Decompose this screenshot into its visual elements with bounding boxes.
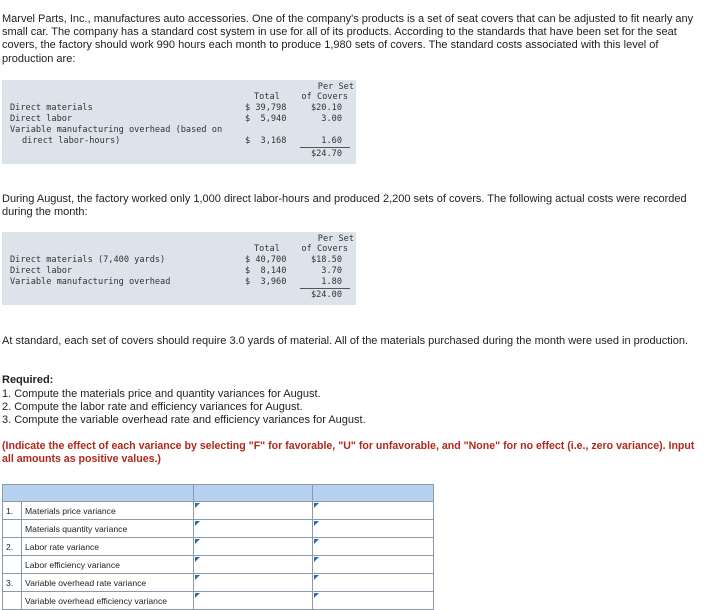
row-number: [3, 556, 22, 574]
row-label: Labor efficiency variance: [22, 556, 194, 574]
effect-select-cell[interactable]: [313, 538, 434, 556]
dropdown-marker-icon: [314, 521, 319, 526]
effect-select-cell[interactable]: [313, 574, 434, 592]
effect-select-cell[interactable]: [313, 502, 434, 520]
col-header-total: Total: [254, 92, 280, 102]
row-label: Variable manufacturing overhead: [10, 277, 171, 287]
table-row: [3, 502, 434, 520]
row-label: Direct materials: [10, 103, 93, 113]
row-per-set: $20.10: [310, 103, 342, 113]
standard-note: At standard, each set of covers should require 3.0 yards of material. All of the materials purchased during the month were used in production.: [2, 335, 689, 347]
actual-cost-table: [2, 232, 356, 305]
table-row: [3, 538, 434, 556]
row-per-set: 1.60: [321, 136, 342, 146]
answer-table-header: [3, 485, 434, 502]
amount-input[interactable]: [194, 573, 316, 592]
total-underline: [300, 288, 350, 289]
amount-input-cell[interactable]: [194, 574, 313, 592]
row-label: Direct materials (7,400 yards): [10, 255, 166, 265]
amount-input-cell[interactable]: [194, 520, 313, 538]
required-heading: Required:: [2, 374, 54, 386]
col-header-perset-1: Per Set: [317, 234, 354, 244]
dropdown-marker-icon: [314, 557, 319, 562]
row-label: Variable overhead rate variance: [22, 574, 194, 592]
instruction-text: (Indicate the effect of each variance by selecting "F" for favorable, "U" for unfavorable, and "None" for no effect (i.e., zero variance). Input all amounts as positive values.): [2, 440, 695, 466]
row-number: 2.: [3, 538, 22, 556]
august-paragraph: During August, the factory worked only 1,000 direct labor-hours and produced 2,200 sets of covers. The following actual costs were recorded during the month:: [2, 193, 687, 219]
amount-input-cell[interactable]: [194, 538, 313, 556]
requirement-3: 3. Compute the variable overhead rate and efficiency variances for August.: [2, 414, 366, 426]
amount-input[interactable]: [194, 519, 316, 538]
row-per-set: $18.50: [310, 255, 342, 265]
dropdown-marker-icon: [314, 503, 319, 508]
row-label: Direct labor: [10, 266, 73, 276]
row-label: Direct labor: [10, 114, 73, 124]
row-label: Labor rate variance: [22, 538, 194, 556]
dropdown-marker-icon: [195, 521, 200, 526]
dropdown-marker-icon: [195, 557, 200, 562]
amount-input-cell[interactable]: [194, 556, 313, 574]
table-row: [3, 574, 434, 592]
row-total: $ 39,798: [245, 103, 287, 113]
col-header-total: Total: [254, 244, 280, 254]
dropdown-marker-icon: [314, 575, 319, 580]
row-number: [3, 520, 22, 538]
dropdown-marker-icon: [195, 575, 200, 580]
row-label: Materials quantity variance: [22, 520, 194, 538]
row-per-set: 3.70: [321, 266, 342, 276]
amount-input[interactable]: [194, 537, 316, 556]
col-header-perset-1: Per Set: [317, 82, 354, 92]
row-total: $ 3,960: [245, 277, 287, 287]
dropdown-marker-icon: [314, 539, 319, 544]
dropdown-marker-icon: [195, 539, 200, 544]
total-underline: [300, 147, 350, 148]
row-total: $ 8,140: [245, 266, 287, 276]
row-number: 3.: [3, 574, 22, 592]
row-number: 1.: [3, 502, 22, 520]
amount-input-cell[interactable]: [194, 502, 313, 520]
dropdown-marker-icon: [314, 593, 319, 598]
intro-paragraph: Marvel Parts, Inc., manufactures auto accessories. One of the company's products is a set of seat covers that can be adjusted to fit nearly any small car. The company has a standard cost system in use for all of its products. According to the standards that have been set for the seat covers, the factory should work 990 hours each month to produce 1,980 sets of covers. The standard costs associated with this level of production are:: [2, 13, 694, 65]
row-per-set: 3.00: [321, 114, 342, 124]
row-total: $ 5,940: [245, 114, 287, 124]
requirement-1: 1. Compute the materials price and quantity variances for August.: [2, 388, 321, 400]
per-set-sum: $24.70: [310, 149, 342, 159]
row-total: $ 3,168: [245, 136, 287, 146]
standard-cost-table: [2, 80, 356, 164]
requirement-2: 2. Compute the labor rate and efficiency variances for August.: [2, 401, 303, 413]
amount-input[interactable]: [194, 591, 316, 610]
row-label: Variable overhead efficiency variance: [22, 592, 194, 610]
table-row: [3, 520, 434, 538]
effect-select-cell[interactable]: [313, 520, 434, 538]
amount-input[interactable]: [194, 501, 316, 520]
row-per-set: 1.80: [321, 277, 342, 287]
dropdown-marker-icon: [195, 593, 200, 598]
answer-table: [2, 484, 434, 610]
col-header-perset-2: of Covers: [301, 92, 348, 102]
row-total: $ 40,700: [245, 255, 287, 265]
row-label: Materials price variance: [22, 502, 194, 520]
amount-input[interactable]: [194, 555, 316, 574]
row-label: Variable manufacturing overhead (based on: [10, 125, 223, 135]
table-row: [3, 556, 434, 574]
effect-select-cell[interactable]: [313, 556, 434, 574]
dropdown-marker-icon: [195, 503, 200, 508]
col-header-perset-2: of Covers: [301, 244, 348, 254]
row-label-continued: direct labor-hours): [22, 136, 121, 146]
per-set-sum: $24.00: [310, 290, 342, 300]
